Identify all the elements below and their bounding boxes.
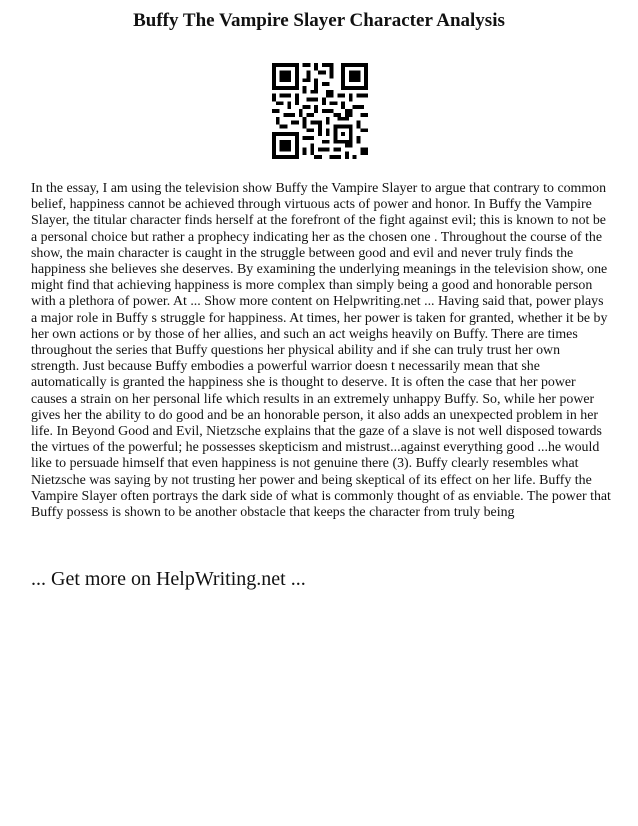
document-title: Buffy The Vampire Slayer Character Analysis [133,10,505,31]
essay-body: In the essay, I am using the television show Buffy the Vampire Slayer to argue that contrary to common belief, happiness cannot be achieved through virtuous acts of power and honor. In Buffy the Vampire Slayer, the titular character finds herself at the forefront of the fight against evil; this is known to not be a personal choice but rather a prophecy indicating her as the chosen one . Throughout the course of the show, the main character is caught in the struggle between good and evil and never truly finds the happiness she believes she deserves. By examining the underlying meanings in the television show, one might find that achieving happiness is more complex than simply being a good and honorable person with a plethora of power. At ... Show more content on Helpwriting.net ... Having said that, power plays a major role in Buffy s struggle for happiness. At times, her power is taken for granted, whether it be by her own actions or by those of her allies, and such an act weighs heavily on Buffy. There are times throughout the series that Buffy questions her physical ability and if she can truly trust her own strength. Just because Buffy embodies a powerful warrior doesn t necessarily mean that she automatically is granted the happiness she is thought to deserve. It is often the case that her power causes a strain on her personal life which results in an extremely unhappy Buffy. So, while her power gives her the ability to do good and be an honorable person, it also adds an unexpected problem in her life. In Beyond Good and Evil, Nietzsche explains that the gaze of a slave is not well disposed towards the virtues of the powerful; he possesses skepticism and mistrust...against everything good ...he would like to persuade himself that even happiness is not genuine there (3). Buffy clearly resembles what Nietzsche was saying by not trusting her power and being skeptical of its effect on her life. Buffy the Vampire Slayer often portrays the dark side of what is commonly thought of as enviable. The power that Buffy possess is shown to be another obstacle that keeps the character from truly being [31,181,611,521]
get-more-link[interactable]: ... Get more on HelpWriting.net ... [31,568,306,590]
qr-code-icon [272,63,368,159]
